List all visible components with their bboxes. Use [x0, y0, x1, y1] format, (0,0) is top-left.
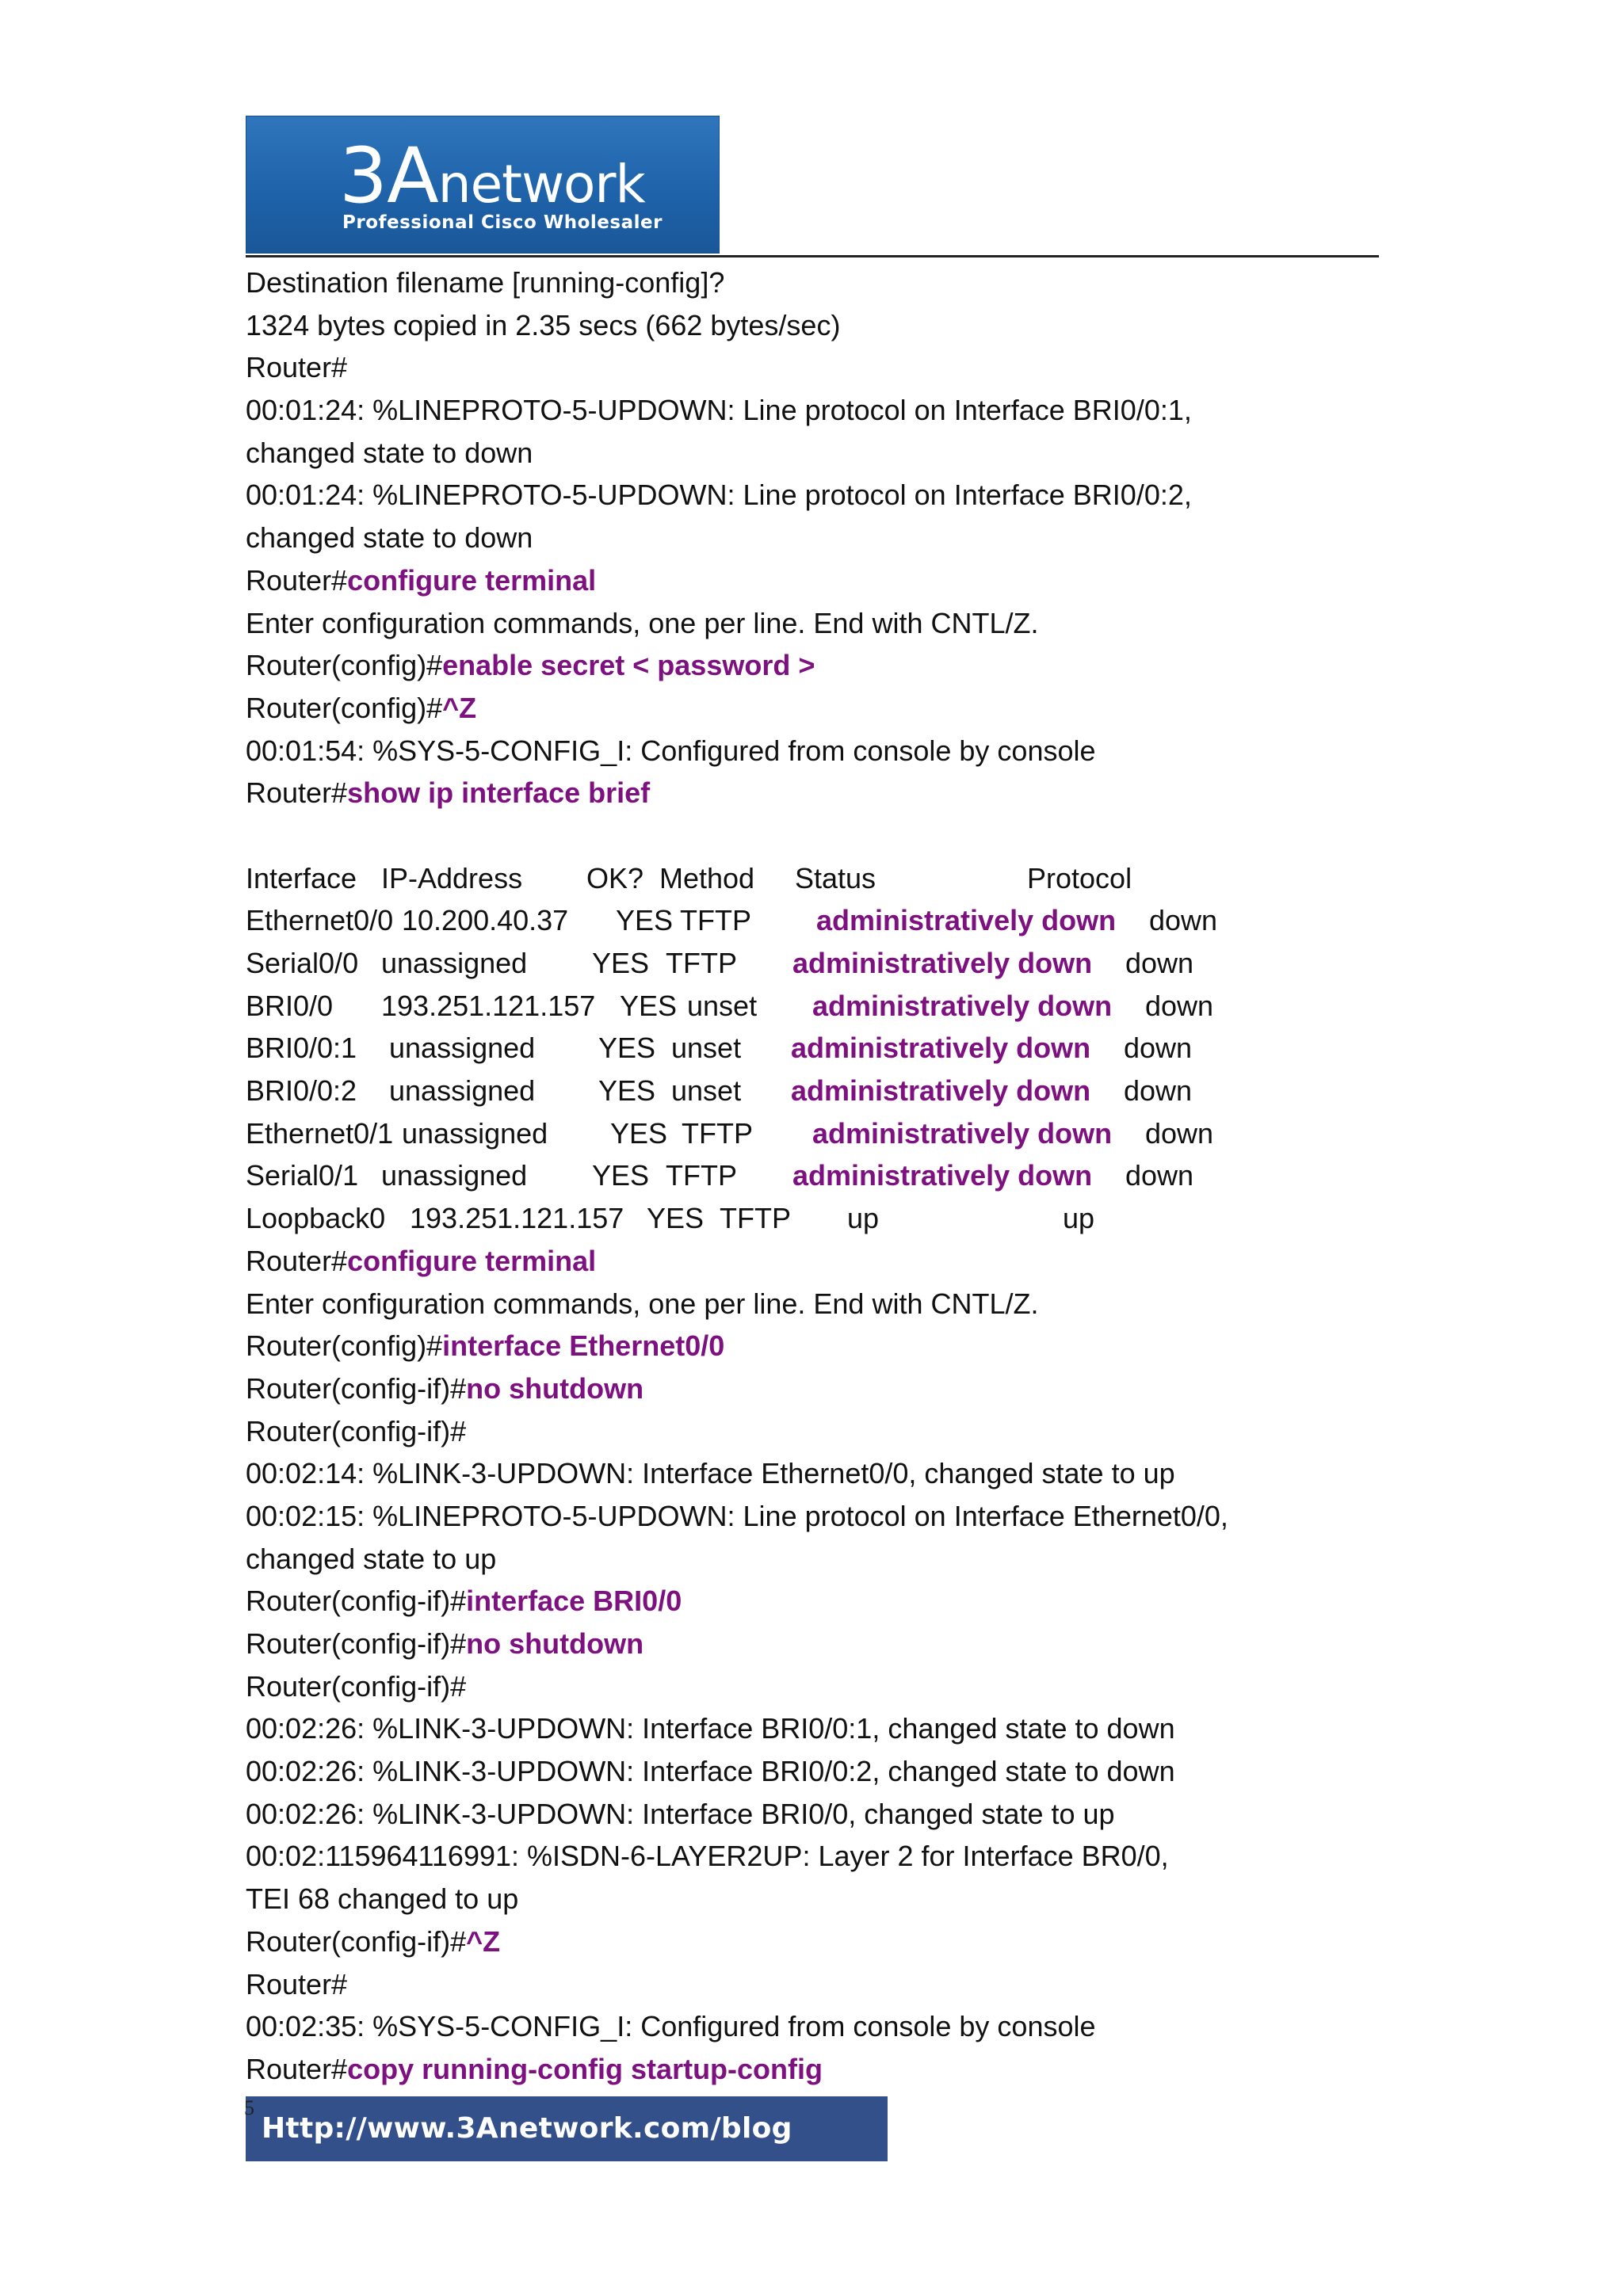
table-row: [246, 942, 1387, 985]
console-text: Router#: [246, 2052, 348, 2085]
command-text: no shutdown: [466, 1371, 644, 1405]
console-line: [246, 432, 1387, 475]
cell-method: unset: [671, 1032, 742, 1065]
header-protocol: Protocol: [1027, 861, 1132, 894]
console-text: changed state to up: [246, 1542, 497, 1575]
command-text: ^Z: [442, 691, 477, 724]
logo-brand-small: network: [437, 154, 645, 215]
console-line: [246, 261, 1387, 304]
console-line: [246, 1367, 1387, 1410]
cell-interface: Serial0/1: [246, 1159, 359, 1192]
footer-banner: [246, 2096, 888, 2161]
table-row: [246, 1112, 1387, 1155]
cell-ip-address: unassigned: [381, 1159, 528, 1192]
cell-method: TFTP: [666, 947, 737, 979]
console-text: Enter configuration commands, one per line. End with CNTL/Z.: [246, 606, 1039, 639]
header-ip-address: IP-Address: [381, 861, 523, 894]
cell-status: up: [847, 1202, 880, 1235]
cell-status: administratively down: [792, 1159, 1093, 1192]
page-number: 5: [244, 2096, 254, 2119]
console-text: Router(config-if)#: [246, 1627, 467, 1660]
console-line: [246, 1750, 1387, 1793]
console-text: Destination filename [running-config]?: [246, 266, 725, 299]
logo-tagline: Professional Cisco Wholesaler: [342, 212, 663, 233]
cell-interface: Ethernet0/1: [246, 1116, 394, 1150]
cell-ok: YES: [616, 904, 674, 937]
console-text: Router#: [246, 1967, 348, 2000]
console-line: [246, 2048, 1387, 2091]
console-line: [246, 1793, 1387, 1836]
header-ok: OK?: [586, 861, 644, 894]
cell-ok: YES: [647, 1202, 705, 1235]
console-text: Router(config-if)#: [246, 1585, 467, 1618]
cell-ok: YES: [598, 1032, 656, 1065]
cell-interface: BRI0/0:2: [246, 1074, 357, 1108]
console-line: [246, 1538, 1387, 1581]
cell-interface: Loopback0: [246, 1202, 386, 1235]
table-row: [246, 1197, 1387, 1240]
console-line: [246, 304, 1387, 347]
cell-method: TFTP: [666, 1159, 737, 1192]
cell-protocol: up: [1063, 1202, 1095, 1235]
cell-status: administratively down: [816, 904, 1117, 937]
console-line: [246, 1452, 1387, 1495]
console-text: 00:02:26: %LINK-3-UPDOWN: Interface BRI0/0:2, changed state to down: [246, 1755, 1175, 1788]
header-divider: [246, 255, 1379, 257]
footer-url: Http://www.3Anetwork.com/blog: [262, 2112, 792, 2145]
cell-interface: Serial0/0: [246, 947, 359, 979]
logo-wordmark: [339, 132, 645, 220]
command-text: enable secret < password >: [442, 649, 815, 682]
console-line: [246, 517, 1387, 559]
cell-status: administratively down: [792, 947, 1093, 979]
console-text: Router#: [246, 351, 348, 384]
cell-interface: BRI0/0:1: [246, 1032, 357, 1065]
console-text: Router#: [246, 563, 348, 597]
console-line: [246, 1495, 1387, 1538]
console-line: [246, 772, 1387, 814]
command-text: copy running-config startup-config: [347, 2052, 823, 2085]
logo-brand-big: 3A: [339, 132, 438, 220]
table-row: [246, 1070, 1387, 1112]
command-text: configure terminal: [347, 563, 597, 597]
cell-ip-address: 193.251.121.157: [410, 1202, 624, 1235]
cell-protocol: down: [1145, 989, 1214, 1022]
transcript-top: [246, 261, 1387, 857]
console-text: 00:01:24: %LINEPROTO-5-UPDOWN: Line protocol on Interface BRI0/0:2,: [246, 479, 1192, 512]
console-line: [246, 1665, 1387, 1708]
transcript-bottom: [246, 1240, 1387, 2091]
table-row: [246, 985, 1387, 1028]
console-text: TEI 68 changed to up: [246, 1882, 519, 1916]
header-status: Status: [795, 861, 876, 894]
console-line: [246, 559, 1387, 602]
console-text: 1324 bytes copied in 2.35 secs (662 bytes/sec): [246, 308, 841, 341]
cell-protocol: down: [1145, 1116, 1214, 1150]
cell-method: TFTP: [720, 1202, 791, 1235]
cell-ip-address: unassigned: [402, 1116, 548, 1150]
console-line: [246, 1835, 1387, 1878]
command-text: interface Ethernet0/0: [442, 1329, 725, 1363]
cell-ok: YES: [620, 989, 678, 1022]
cell-ip-address: 10.200.40.37: [402, 904, 569, 937]
console-text: 00:02:14: %LINK-3-UPDOWN: Interface Ethernet0/0, changed state to up: [246, 1457, 1175, 1490]
cell-ok: YES: [592, 947, 650, 979]
console-text: Router#: [246, 776, 348, 810]
console-line: [246, 1707, 1387, 1750]
console-text: 00:02:26: %LINK-3-UPDOWN: Interface BRI0/0, changed state to up: [246, 1797, 1115, 1830]
console-text: Router(config)#: [246, 1329, 443, 1363]
cell-status: administratively down: [791, 1032, 1091, 1065]
console-line: [246, 346, 1387, 389]
cell-method: TFTP: [682, 1116, 753, 1150]
console-line: [246, 814, 1387, 857]
console-text: Router(config)#: [246, 649, 443, 682]
console-text: Router(config-if)#: [246, 1669, 467, 1703]
cell-protocol: down: [1125, 947, 1194, 979]
cell-status: administratively down: [812, 1116, 1113, 1150]
header-interface: Interface: [246, 861, 357, 894]
cell-ip-address: unassigned: [389, 1074, 536, 1108]
table-row: [246, 899, 1387, 942]
console-text: 00:02:35: %SYS-5-CONFIG_I: Configured from console by console: [246, 2010, 1096, 2043]
command-text: interface BRI0/0: [466, 1585, 682, 1618]
table-header-row: [246, 857, 1387, 900]
console-text: Router#: [246, 1244, 348, 1277]
console-line: [246, 1283, 1387, 1325]
cell-ok: YES: [592, 1159, 650, 1192]
cell-method: unset: [671, 1074, 742, 1108]
console-line: [246, 1580, 1387, 1623]
cell-ip-address: unassigned: [389, 1032, 536, 1065]
cell-protocol: down: [1125, 1159, 1194, 1192]
console-line: [246, 389, 1387, 432]
console-text: 00:01:24: %LINEPROTO-5-UPDOWN: Line protocol on Interface BRI0/0:1,: [246, 394, 1192, 427]
cell-ip-address: 193.251.121.157: [381, 989, 596, 1022]
console-text: changed state to down: [246, 436, 533, 469]
command-text: ^Z: [466, 1924, 501, 1958]
console-text: 00:02:15: %LINEPROTO-5-UPDOWN: Line protocol on Interface Ethernet0/0,: [246, 1499, 1228, 1532]
console-line: [246, 644, 1387, 687]
console-line: [246, 1240, 1387, 1283]
console-text: 00:02:26: %LINK-3-UPDOWN: Interface BRI0/0:1, changed state to down: [246, 1712, 1175, 1745]
console-line: [246, 602, 1387, 645]
header-method: Method: [659, 861, 755, 894]
cell-ip-address: unassigned: [381, 947, 528, 979]
cell-ok: YES: [610, 1116, 668, 1150]
cell-method: TFTP: [680, 904, 751, 937]
cell-protocol: down: [1149, 904, 1218, 937]
ip-interface-table: [246, 857, 1387, 1240]
console-text: Enter configuration commands, one per line. End with CNTL/Z.: [246, 1287, 1039, 1320]
console-text: Router(config)#: [246, 691, 443, 724]
command-text: show ip interface brief: [347, 776, 651, 810]
console-text: 00:02:115964116991: %ISDN-6-LAYER2UP: Layer 2 for Interface BR0/0,: [246, 1840, 1169, 1873]
console-line: [246, 2005, 1387, 2048]
console-line: [246, 474, 1387, 517]
cell-status: administratively down: [791, 1074, 1091, 1108]
console-line: [246, 730, 1387, 772]
cell-interface: BRI0/0: [246, 989, 334, 1022]
console-line: [246, 1963, 1387, 2006]
console-text: changed state to down: [246, 521, 533, 555]
console-line: [246, 1920, 1387, 1963]
console-text: Router(config-if)#: [246, 1924, 467, 1958]
console-transcript: [246, 261, 1387, 2091]
console-text: 00:01:54: %SYS-5-CONFIG_I: Configured from console by console: [246, 734, 1096, 767]
console-line: [246, 1878, 1387, 1920]
table-row: [246, 1154, 1387, 1197]
command-text: no shutdown: [466, 1627, 644, 1660]
console-line: [246, 1325, 1387, 1367]
console-text: Router(config-if)#: [246, 1414, 467, 1447]
console-line: [246, 687, 1387, 730]
command-text: configure terminal: [347, 1244, 597, 1277]
cell-ok: YES: [598, 1074, 656, 1108]
console-line: [246, 1410, 1387, 1453]
cell-interface: Ethernet0/0: [246, 904, 394, 937]
cell-status: administratively down: [812, 989, 1113, 1022]
cell-protocol: down: [1124, 1032, 1193, 1065]
header-logo: [246, 116, 720, 254]
console-text: Router(config-if)#: [246, 1371, 467, 1405]
cell-method: unset: [687, 989, 758, 1022]
console-line: [246, 1623, 1387, 1665]
table-row: [246, 1027, 1387, 1070]
cell-protocol: down: [1124, 1074, 1193, 1108]
